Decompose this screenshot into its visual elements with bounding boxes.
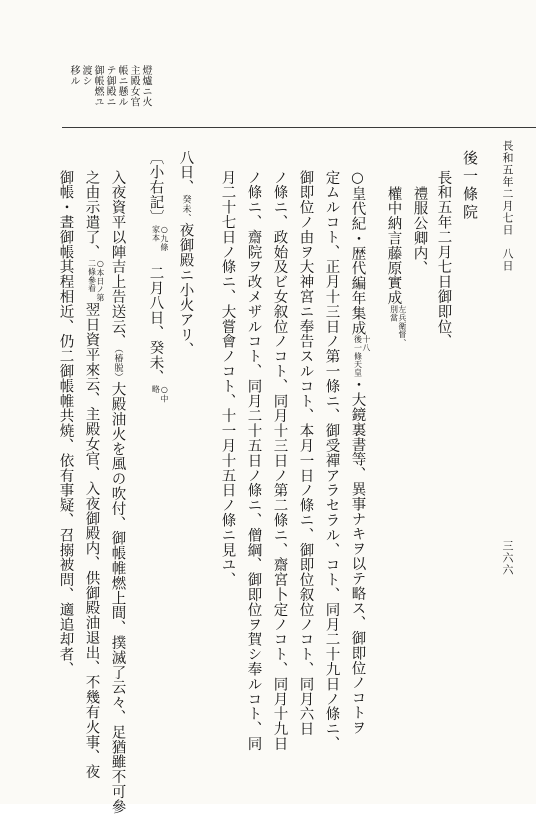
- text-line: 月二十七日ノ條ニ、大嘗會ノコト、十一月十五日ノ條ニ見ユ、: [219, 170, 236, 588]
- inline-note: [151, 385, 168, 403]
- page-number: 三六六: [501, 540, 514, 576]
- inline-note-line: 二條參看: [87, 259, 97, 294]
- margin-note: 燈爐ニ火: [140, 65, 151, 107]
- inline-note-line: 別當: [389, 305, 399, 323]
- inline-note-line: ○九條: [159, 224, 169, 251]
- margin-note: テ御殿ニ: [104, 65, 115, 107]
- text-line: [350, 170, 370, 735]
- text-run: ・大鏡裏書等、異事ナキヲ以テ略ス、御即位ノコトヲ: [349, 377, 366, 736]
- text-line: ノ條ニ、政始及ビ女叙位ノコト、同月十三日ノ第二條ニ、齋宮卜定ノコト、同月十九日: [271, 170, 288, 752]
- inline-note-line: ○中: [159, 384, 169, 403]
- margin-note: 主殿女官: [128, 65, 139, 107]
- margin-note: 帳ニ懸ル: [116, 65, 127, 107]
- text-run: 權中納言藤原實成: [385, 186, 402, 306]
- inline-note: [151, 225, 168, 251]
- inline-note-line: 後一條天皇: [353, 335, 363, 378]
- margin-note: 移ル: [68, 65, 79, 86]
- text-line: 御帳・晝御帳其程相近、仍二御帳帷共焼、依有事疑、召搦被問、適追却者、: [57, 170, 74, 677]
- text-run: 之由示遣了、: [83, 170, 100, 260]
- text-line: 御即位ノ由ヲ大神宮ニ奉告スルコト、本月一日ノ條ニ、御即位叙位ノコト、同月六日: [297, 170, 314, 737]
- text-run: 夜御殿ニ小火アリ、: [177, 222, 194, 358]
- inline-note: 癸未、: [180, 194, 191, 223]
- text-line: ノ條ニ、齋院ヲ改メザルコト、同月二十五日ノ條ニ、僧綱、御即位ヲ賀シ奉ルコト、同: [245, 170, 262, 752]
- source-title: 〔小右記〕: [147, 150, 164, 225]
- inline-note: [353, 335, 370, 377]
- inline-note-line: 家本: [151, 224, 161, 242]
- text-run: ○皇代紀・歴代編年集成: [349, 170, 366, 336]
- section-title: 後一條院: [461, 150, 479, 222]
- entry-heading: [178, 150, 193, 357]
- text-line: [84, 170, 104, 779]
- inline-note-line: 十八: [361, 335, 371, 353]
- text-run: 二月八日、癸未、: [147, 250, 164, 385]
- page-header-date: 長和五年二月七日 八日: [501, 140, 514, 272]
- inline-note-line: 略: [151, 384, 161, 394]
- inline-note: [389, 305, 406, 347]
- text-line: [110, 170, 125, 814]
- inline-note: （椿脱）: [112, 348, 123, 382]
- text-run: 大殿油火を風の吹付、御帳帷燃上間、撲滅了云々、足猶雖不可參: [109, 381, 126, 814]
- text-run: 八日、: [177, 150, 194, 195]
- text-line: 禮服公卿内、: [411, 186, 428, 276]
- text-line: [148, 150, 168, 403]
- margin-note: 渡シ: [80, 65, 91, 86]
- header-rule: [62, 127, 536, 128]
- text-line: 長和五年二月七日御即位、: [435, 170, 452, 349]
- inline-note: [87, 259, 104, 302]
- inline-note-line: 左兵衛督、: [397, 305, 407, 348]
- text-run: 入夜資平以陣吉上告送云、: [109, 170, 126, 349]
- text-line: [386, 186, 406, 347]
- text-run: 翌日資平來云、主殿女官、入夜御殿内、供御殿油退出、不幾有火事、夜: [83, 302, 100, 780]
- inline-note-line: ○本日ノ第: [95, 259, 105, 303]
- margin-note: 御帳燃ユ: [92, 65, 103, 107]
- text-line: 定ムルコト、正月十三日ノ第一條ニ、御受禪アラセラル、コト、同月二十九日ノ條ニ、: [323, 170, 340, 752]
